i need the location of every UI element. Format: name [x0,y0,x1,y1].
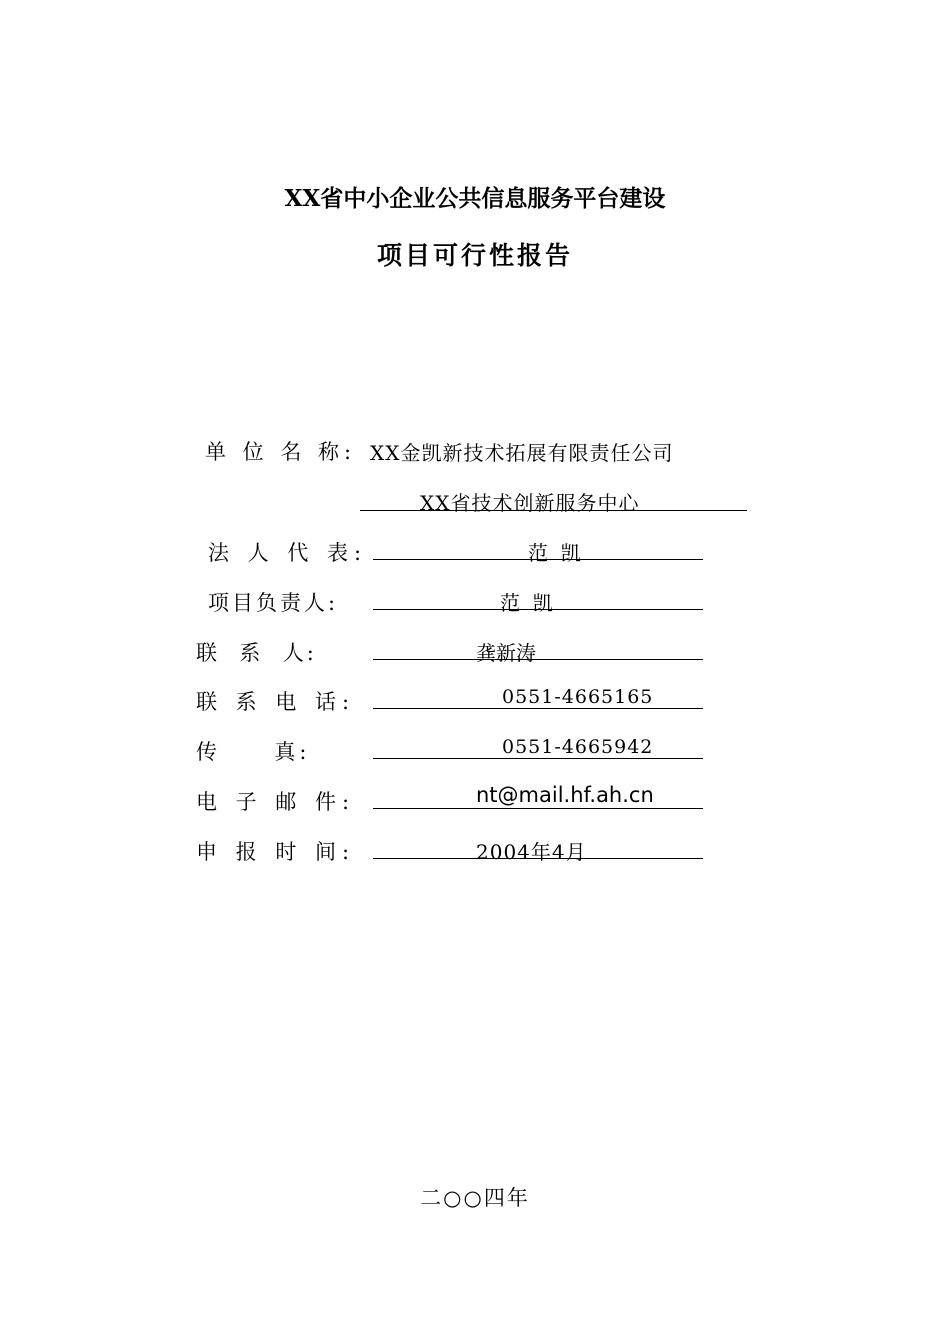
phone-underline [373,708,703,709]
project-lead-value: 范 凯 [500,591,553,615]
unit-name-value: XX金凯新技术拓展有限责任公司 [370,441,674,465]
fax-value: 0551-4665942 [502,736,654,758]
footer-year: 二○○四年 [420,1186,530,1210]
report-title-line1: XX省中小企业公共信息服务平台建设 [284,185,666,212]
contact-label: 联 系 人: [196,641,317,665]
contact-value: 龚新涛 [476,641,536,665]
fax-underline [373,758,703,759]
phone-value: 0551-4665165 [502,686,654,708]
unit-name-underline [360,510,747,511]
legal-rep-value: 范 凯 [528,541,581,565]
legal-rep-label: 法 人 代 表: [208,541,368,565]
fax-label: 传 真: [196,740,311,764]
email-underline [373,808,703,809]
project-lead-label: 项目负责人: [208,591,339,615]
email-label: 电 子 邮 件: [196,790,356,814]
phone-label: 联 系 电 话: [196,690,356,714]
report-title-line2: 项目可行性报告 [376,241,573,270]
email-value: nt@mail.hf.ah.cn [476,783,654,807]
contact-underline [373,659,703,660]
unit-name-label: 单 位 名 称: [205,440,357,464]
date-label: 申 报 时 间: [196,840,356,864]
date-value: 2004年4月 [476,840,587,864]
unit-name-value-2: XX省技术创新服务中心 [420,491,640,515]
